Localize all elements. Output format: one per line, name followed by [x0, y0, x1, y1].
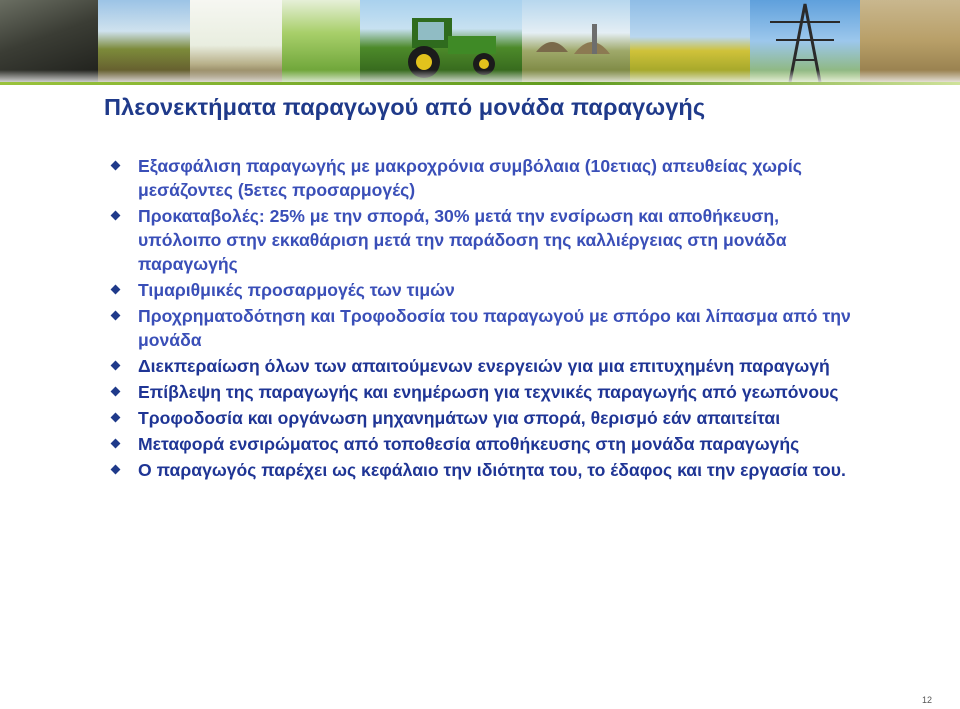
- diamond-bullet-icon: [111, 211, 121, 221]
- bullet-item: [112, 154, 852, 202]
- green-divider: [0, 82, 960, 85]
- bullet-item: [112, 354, 852, 378]
- bullet-text: Ο παραγωγός παρέχει ως κεφάλαιο την ιδιότητα του, το έδαφος και την εργασία του.: [138, 460, 846, 480]
- bullet-text: Επίβλεψη της παραγωγής και ενημέρωση για τεχνικές παραγωγής από γεωπόνους: [138, 382, 839, 402]
- diamond-bullet-icon: [111, 439, 121, 449]
- slide-title: Πλεονεκτήματα παραγωγού από μονάδα παραγωγής: [104, 94, 706, 120]
- bullet-text: Διεκπεραίωση όλων των απαιτούμενων ενεργειών για μια επιτυχημένη παραγωγή: [138, 356, 830, 376]
- diamond-bullet-icon: [111, 311, 121, 321]
- bullet-item: [112, 458, 852, 482]
- diamond-bullet-icon: [111, 387, 121, 397]
- bullet-item: [112, 406, 852, 430]
- bullet-list: [112, 154, 852, 484]
- diamond-bullet-icon: [111, 285, 121, 295]
- diamond-bullet-icon: [111, 361, 121, 371]
- diamond-bullet-icon: [111, 161, 121, 171]
- bullet-text: Προχρηματοδότηση και Τροφοδοσία του παραγωγού με σπόρο και λίπασμα από την μονάδα: [138, 306, 851, 350]
- bullet-item: [112, 204, 852, 276]
- diamond-bullet-icon: [111, 465, 121, 475]
- bullet-item: [112, 380, 852, 404]
- bullet-text: Εξασφάλιση παραγωγής με μακροχρόνια συμβόλαια (10ετιας) απευθείας χωρίς μεσάζοντες (5ετες προσαρμογές): [138, 156, 802, 200]
- page-number: 12: [921, 695, 932, 705]
- bullet-text: Προκαταβολές: 25% με την σπορά, 30% μετά την ενσίρωση και αποθήκευση, υπόλοιπο στην εκκαθάριση μετά την παράδοση της καλλιέργειας στη μονάδα παραγωγής: [138, 206, 787, 274]
- bullet-text: Τροφοδοσία και οργάνωση μηχανημάτων για σπορά, θερισμό εάν απαιτείται: [138, 408, 781, 428]
- diamond-bullet-icon: [111, 413, 121, 423]
- bullet-text: Τιμαριθμικές προσαρμογές των τιμών: [138, 280, 455, 300]
- bullet-item: [112, 432, 852, 456]
- bullet-text: Μεταφορά ενσιρώματος από τοποθεσία αποθήκευσης στη μονάδα παραγωγής: [138, 434, 800, 454]
- bullet-item: [112, 278, 852, 302]
- bullet-item: [112, 304, 852, 352]
